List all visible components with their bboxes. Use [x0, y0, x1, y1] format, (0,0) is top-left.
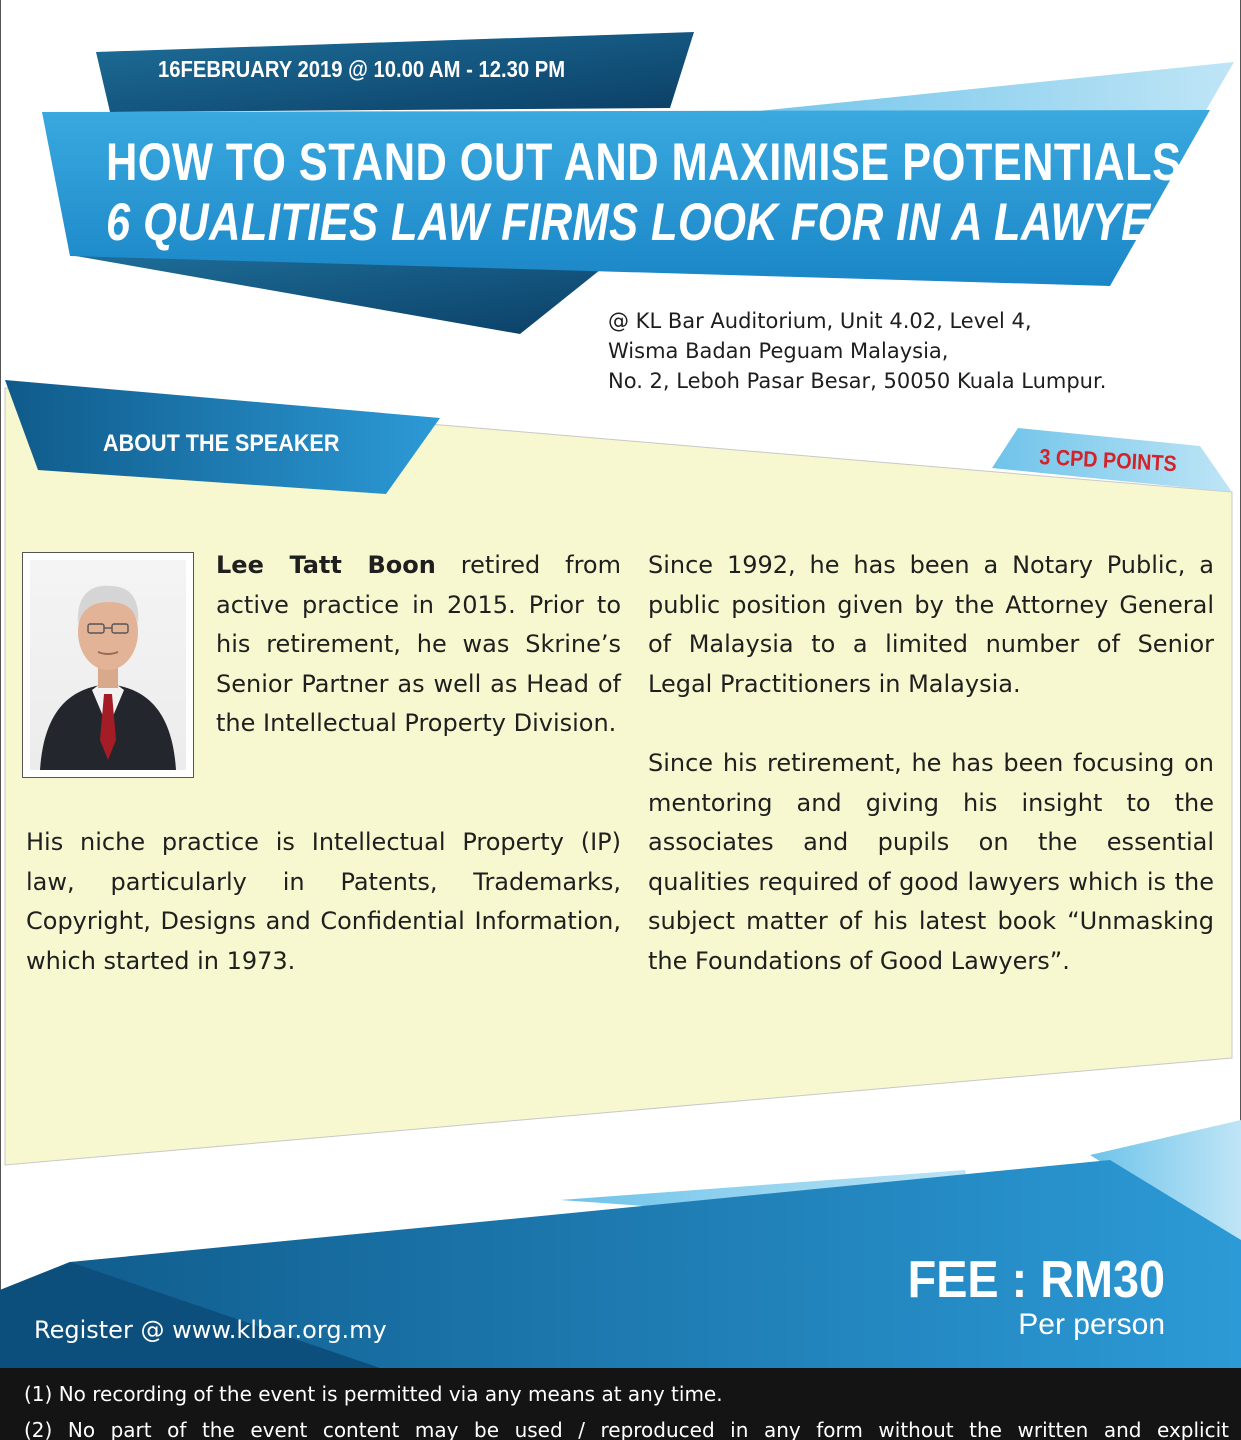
rule-item: (2) No part of the event content may be used / reproduced in any form without the written and explicit: [24, 1418, 1229, 1440]
speaker-bio-text: retired from active practice in 2015. Prior to his retirement, he was Skrine’s Senior Partner as well as Head of the Intellectual Property Division.: [216, 551, 621, 737]
speaker-practice-paragraph: His niche practice is Intellectual Property (IP) law, particularly in Patents, Trademarks, Copyright, Designs and Confidential Information, which started in 1973.: [26, 828, 621, 975]
rules-footer: [0, 1368, 1241, 1440]
venue-line: Wisma Badan Peguam Malaysia,: [608, 339, 949, 363]
speaker-name: Lee Tatt Boon: [216, 551, 436, 579]
cpd-points-badge: 3 CPD POINTS: [1038, 444, 1178, 477]
venue-line: No. 2, Leboh Pasar Besar, 50050 Kuala Lumpur.: [608, 369, 1107, 393]
event-subtitle: 6 QUALITIES LAW FIRMS LOOK FOR IN A LAWYER: [106, 193, 1183, 252]
speaker-mentoring-paragraph: Since his retirement, he has been focusing on mentoring and giving his insight to the associates and pupils on the essential qualities required of good lawyers which is the subject matter of his latest book “Unmasking the Foundations of Good Lawyers”.: [648, 749, 1214, 975]
venue-address: [608, 306, 1106, 396]
venue-line: @ KL Bar Auditorium, Unit 4.02, Level 4,: [608, 309, 1032, 333]
fee-amount: FEE : RM30: [907, 1251, 1165, 1309]
fee-note: Per person: [1018, 1308, 1165, 1341]
speaker-portrait-icon: [30, 560, 186, 770]
register-link[interactable]: Register @ www.klbar.org.my: [34, 1316, 387, 1344]
speaker-photo: [22, 552, 194, 778]
speaker-bio-paragraph: [216, 546, 621, 744]
event-date-time: 16FEBRUARY 2019 @ 10.00 AM - 12.30 PM: [158, 56, 566, 82]
about-speaker-heading: ABOUT THE SPEAKER: [103, 430, 340, 457]
rule-item: (1) No recording of the event is permitted via any means at any time.: [24, 1382, 723, 1406]
event-title: HOW TO STAND OUT AND MAXIMISE POTENTIALS: [106, 133, 1182, 192]
speaker-notary-paragraph: Since 1992, he has been a Notary Public, a public position given by the Attorney General of Malaysia to a limited number of Senior Legal Practitioners in Malaysia.: [648, 551, 1214, 698]
